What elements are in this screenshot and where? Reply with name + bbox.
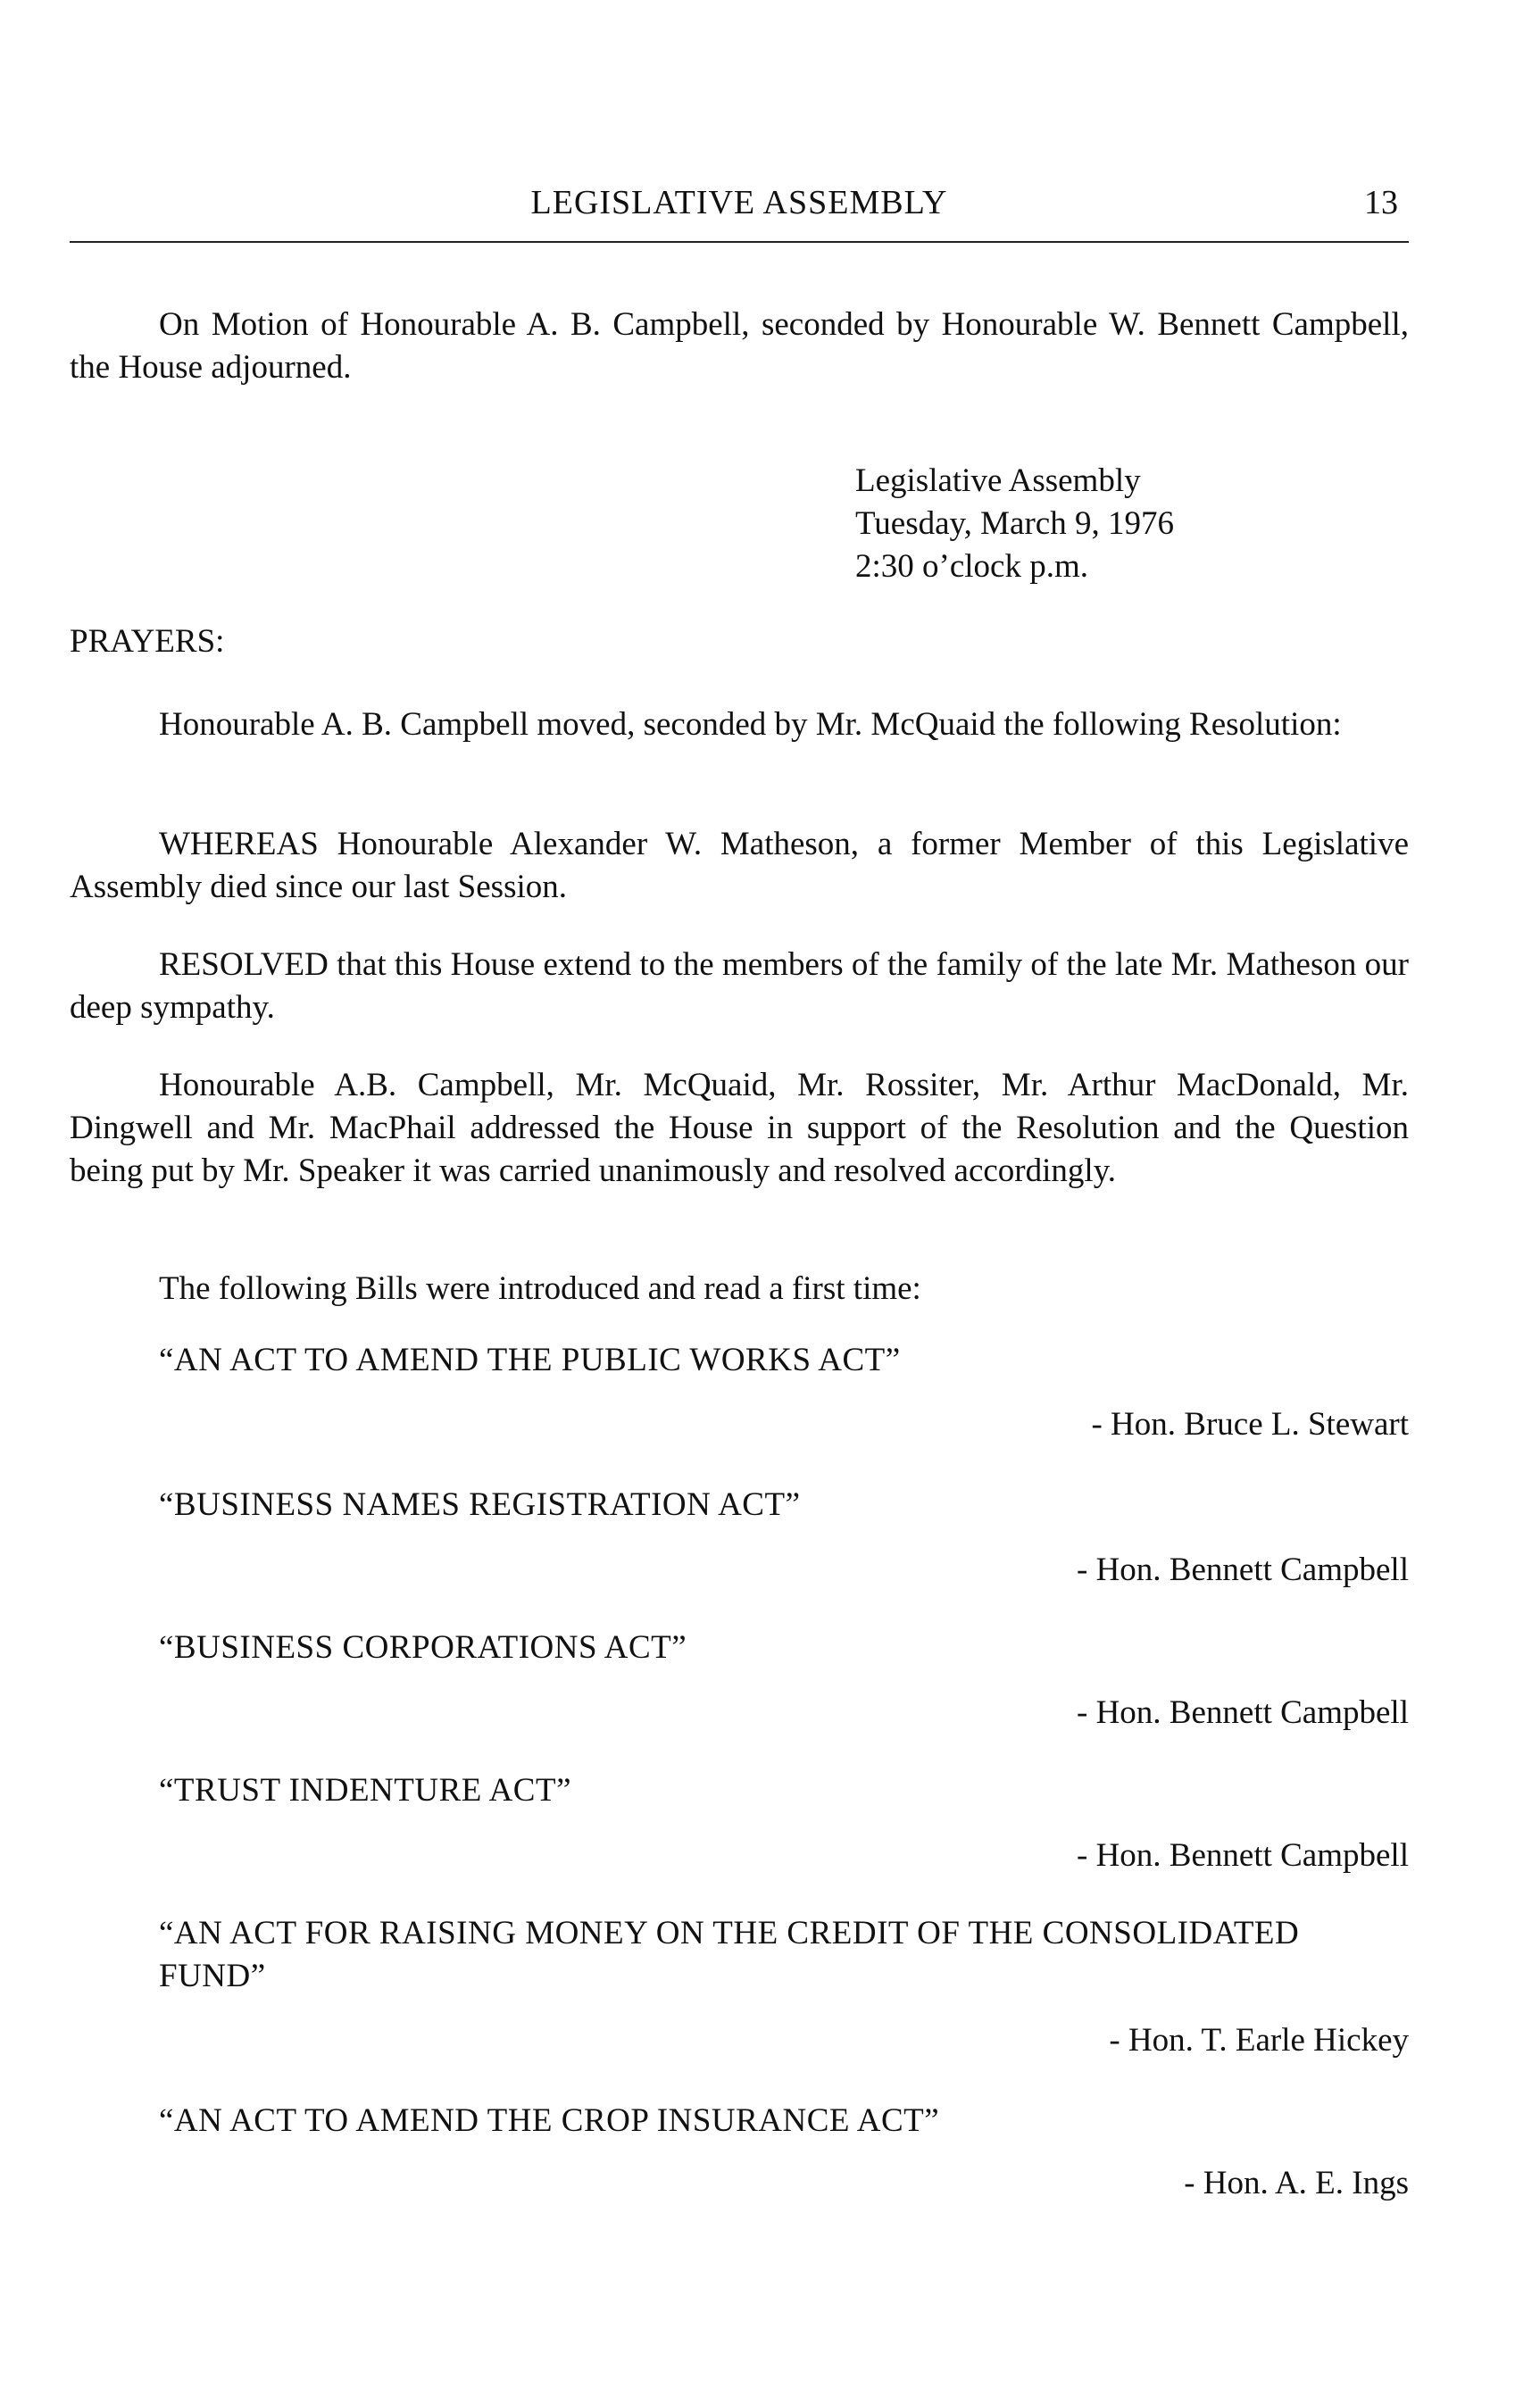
bill-title: “BUSINESS CORPORATIONS ACT” [159,1629,687,1666]
session-time: 2:30 o’clock p.m. [855,548,1089,585]
bill-title: “TRUST INDENTURE ACT” [159,1772,571,1809]
bill-sponsor: - Hon. Bennett Campbell [1077,1837,1409,1874]
bill-title: “BUSINESS NAMES REGISTRATION ACT” [159,1486,801,1523]
bill-sponsor: - Hon. A. E. Ings [1184,2165,1409,2201]
bills-intro: The following Bills were introduced and read a first time: [159,1270,921,1307]
session-heading [855,460,1174,588]
bill-title: “AN ACT TO AMEND THE PUBLIC WORKS ACT” [159,1342,901,1378]
whereas-paragraph: WHEREAS Honourable Alexander W. Matheson, a former Member of this Legislative Assembly died since our last Session. [70,826,1409,905]
addressed-paragraph: Honourable A.B. Campbell, Mr. McQuaid, Mr. Rossiter, Mr. Arthur MacDonald, Mr. Dingwell and Mr. MacPhail addressed the House in support of the Resolution and the Question being put by Mr. Speaker it was carried unanimously and resolved accordingly. [70,1067,1409,1189]
bill-sponsor: - Hon. Bennett Campbell [1077,1694,1409,1731]
prayers-label: PRAYERS: [70,623,225,660]
motion-paragraph: Honourable A. B. Campbell moved, seconded by Mr. McQuaid the following Resolution: [159,706,1342,743]
bill-title: “AN ACT TO AMEND THE CROP INSURANCE ACT” [159,2102,940,2139]
adjournment-paragraph: On Motion of Honourable A. B. Campbell, seconded by Honourable W. Bennett Campbell, the House adjourned. [70,306,1409,386]
page-header [70,183,1409,237]
bill-sponsor: - Hon. Bruce L. Stewart [1091,1406,1409,1443]
session-date: Tuesday, March 9, 1976 [855,505,1174,542]
document-page [70,0,1409,2388]
header-title: LEGISLATIVE ASSEMBLY [530,184,948,221]
page-number: 13 [1364,184,1398,221]
resolved-paragraph: RESOLVED that this House extend to the members of the family of the late Mr. Matheson our deep sympathy. [70,946,1409,1026]
header-divider [70,241,1409,243]
bill-title: “AN ACT FOR RAISING MONEY ON THE CREDIT OF THE CONSOLIDATED FUND” [159,1915,1300,1994]
bill-sponsor: - Hon. Bennett Campbell [1077,1552,1409,1588]
session-body: Legislative Assembly [855,462,1141,499]
bill-sponsor: - Hon. T. Earle Hickey [1109,2022,1409,2059]
